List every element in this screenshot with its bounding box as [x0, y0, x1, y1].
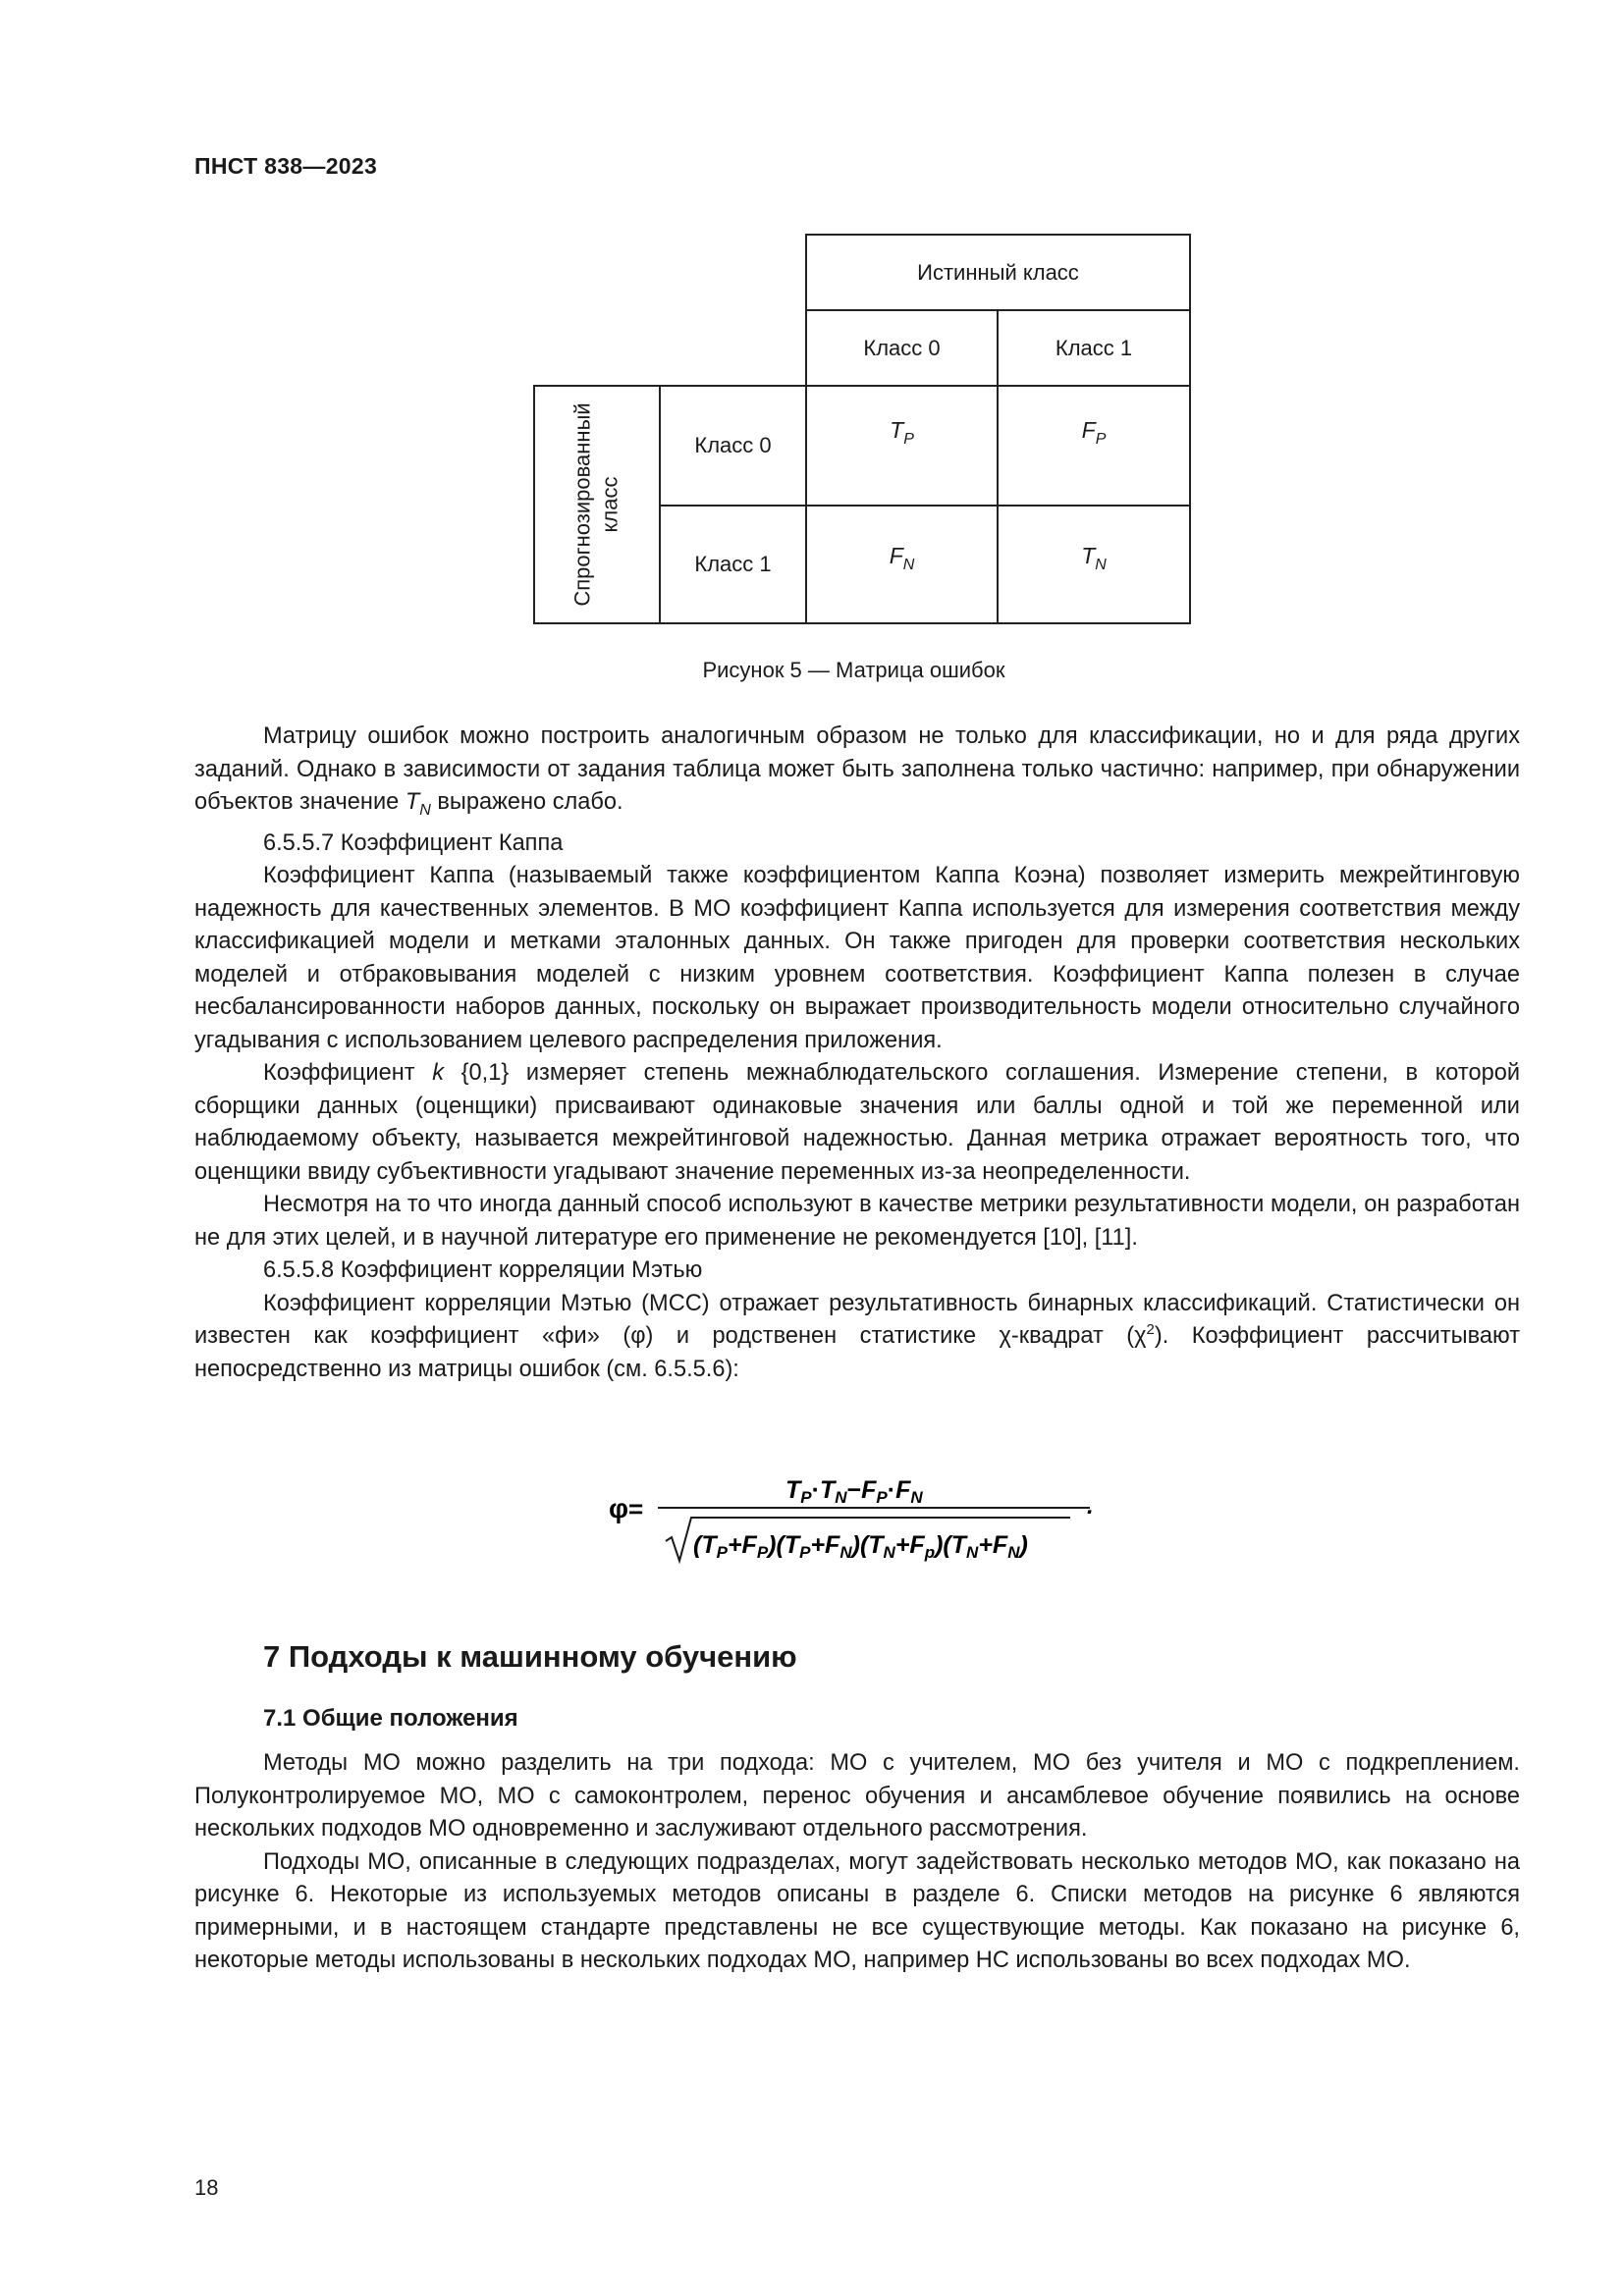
- true-class-header: [805, 234, 1191, 311]
- col-header-0: [805, 309, 999, 387]
- paragraph-mcc: Коэффициент корреляции Мэтью (MCC) отражает результативность бинарных классификаций. Статистически он известен как коэффициент «фи» (φ) и родственен статистике χ-квадрат $(\chi^2)$. Коэффициент рассчитывают непосредственно из матрицы ошибок (см. 6.5.5.6):: [194, 1290, 1520, 1382]
- paragraph-kappa-2: Коэффициент k {0,1} измеряет степень межнаблюдательского соглашения. Измерение степени, в которой сборщики данных (оценщики) присваивают одинаковые значения или баллы одной и той же переменной или наблюдаемому объекту, называется межрейтинговой надежностью. Данная метрика отражает вероятность того, что оценщики ввиду субъективности угадывают значение переменных из-за неопределенности.: [194, 1060, 1520, 1185]
- body-text-bottom: [194, 1747, 1520, 1978]
- formula-end: .: [1087, 1493, 1094, 1520]
- cell-tn: $T_N$: [997, 505, 1191, 624]
- confusion-matrix: [0, 0, 1624, 687]
- figure-caption: Рисунок 5 — Матрица ошибок: [702, 658, 1005, 682]
- paragraph-kappa-3: Несмотря на то что иногда данный способ используют в качестве метрики результативности модели, он разработан не для этих целей, и в научной литературе его применение не рекомендуется [10], [11].: [194, 1192, 1520, 1251]
- body-text-top: [194, 721, 1520, 1386]
- paragraph-confusion-matrix: Матрицу ошибок можно построить аналогичным образом не только для классификации, но и для ряда других заданий. Однако в зависимости от задания таблица может быть заполнена только частично: например, при обнаружении объектов значение $T_N$ выражено слабо.: [194, 723, 1520, 819]
- formula-equals: =: [628, 1494, 644, 1523]
- row-header-0: [659, 385, 807, 507]
- svg-text:(TP+FP)(TP+FN)(TN+Fp)(TN+FN): $(T_P+F_P)(T_P+F_N)(T_N+F_p)(T_N+F_N)$: [693, 1531, 1028, 1562]
- formula-numerator: [785, 1476, 923, 1507]
- row-1-label: Класс 1: [694, 552, 772, 576]
- formula-phi: φ: [609, 1493, 629, 1523]
- section-heading-7: 7 Подходы к машинному обучению: [263, 1639, 797, 1674]
- row-0-label: Класс 0: [694, 433, 772, 457]
- col-0-label: Класс 0: [863, 335, 941, 360]
- paragraph-kappa-1: Коэффициент Каппа (называемый также коэффициентом Каппа Коэна) позволяет измерить межрейтинговую надежность для качественных элементов. В МО коэффициент Каппа используется для измерения соответствия между классификацией модели и метками эталонных данных. Он также пригоден для проверки соответствия нескольких моделей и отбраковывания моделей с низким уровнем соответствия. Коэффициент Каппа полезен в случае несбалансированности наборов данных, поскольку он выражает производительность модели относительно случайного угадывания с использованием целевого распределения приложения.: [194, 863, 1520, 1053]
- predicted-class-header: [533, 385, 661, 624]
- mcc-formula: [609, 1463, 1119, 1571]
- paragraph-71-b: Подходы МО, описанные в следующих подразделах, могут задействовать несколько методов МО, как показано на рисунке 6. Некоторые из используемых методов описаны в разделе 6. Списки методов на рисунке 6 являются примерными, и в настоящем стандарте представлены не все существующие методы. Как показано на рисунке 6, некоторые методы использованы в нескольких подходах МО, например НС использованы во всех подходах МО.: [194, 1848, 1520, 1973]
- row-header-1: [659, 505, 807, 624]
- predicted-class-label: Спрогнозированный класс: [570, 402, 623, 607]
- cell-fp: $F_P$: [997, 385, 1191, 507]
- document-code: ПНСТ 838—2023: [194, 153, 378, 179]
- page-number: 18: [194, 2175, 219, 2200]
- formula-denominator: [693, 1531, 1028, 1562]
- section-heading-71: 7.1 Общие положения: [263, 1705, 518, 1732]
- section-heading-6557: 6.5.5.7 Коэффициент Каппа: [263, 829, 564, 856]
- section-heading-6558: 6.5.5.8 Коэффициент корреляции Мэтью: [263, 1257, 703, 1283]
- cell-tp: $T_P$: [805, 385, 999, 507]
- svg-text:TP·TN−FP·FN: $T_P\cdot T_N-F_P\cdot F_N$: [785, 1476, 923, 1507]
- col-header-1: [997, 309, 1191, 387]
- col-1-label: Класс 1: [1055, 335, 1133, 360]
- true-class-label: Истинный класс: [917, 259, 1079, 285]
- paragraph-71-a: Методы МО можно разделить на три подхода: МО с учителем, МО без учителя и МО с подкреплением. Полуконтролируемое МО, МО с самоконтролем, перенос обучения и ансамблевое обучение появились на основе нескольких подходов МО одновременно и заслуживают отдельного рассмотрения.: [194, 1750, 1520, 1842]
- cell-fn: $F_N$: [805, 505, 999, 624]
